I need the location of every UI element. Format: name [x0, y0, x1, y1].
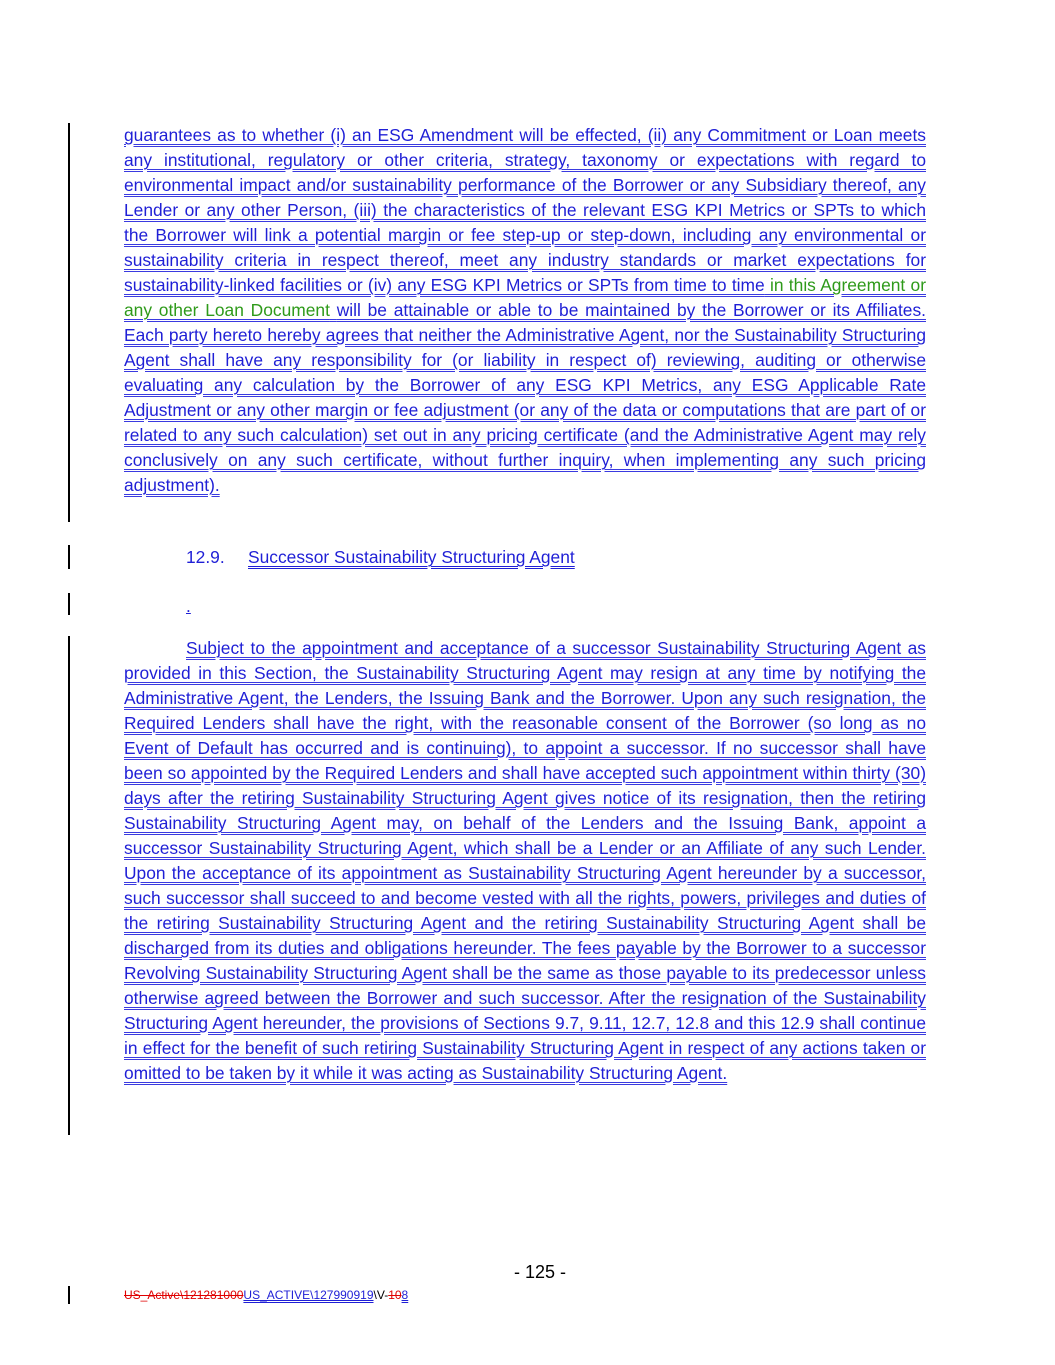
change-bar-paragraph-2 — [68, 636, 70, 1135]
footer-deleted-id: US_Active\121281000 — [124, 1288, 244, 1302]
page-number: - 125 - — [513, 1262, 567, 1282]
change-bar-heading — [68, 545, 70, 569]
footer-inserted-id: US_ACTIVE\127990919 — [243, 1288, 374, 1302]
paragraph-2-block — [124, 636, 926, 1086]
change-bar-paragraph-1 — [68, 123, 70, 522]
footer-inserted-version: 8 — [401, 1288, 409, 1302]
document-footer-id — [124, 1287, 408, 1303]
footer-version-prefix: \V- — [373, 1288, 389, 1302]
paragraph-1-moved-text: in this Agreement or any other Loan Document — [124, 275, 926, 320]
paragraph-1 — [124, 123, 926, 498]
footer-deleted-version: 10 — [388, 1288, 402, 1302]
change-bar-footer — [68, 1286, 70, 1304]
section-title: Successor Sustainability Structuring Agent — [248, 547, 575, 567]
paragraph-1-text-b: will be attainable or able to be maintained by the Borrower or its Affiliates. Each party hereto hereby agrees that neither the Administrative Agent, nor the Sustainability Structuring Agent shall have any responsibility for (or liability in respect of) reviewing, auditing or otherwise evaluating any calculation by the Borrower of any ESG KPI Metrics, any ESG Applicable Rate Adjustment or any other margin or fee adjustment (or any of the data or computations that are part of or related to any such calculation) set out in any pricing certificate (and the Administrative Agent may rely conclusively on any such certificate, without further inquiry, when implementing any such pricing adjustment). — [124, 300, 926, 495]
change-bar-dot — [68, 593, 70, 615]
paragraph-1-block — [124, 123, 926, 498]
paragraph-2: Subject to the appointment and acceptance of a successor Sustainability Structuring Agent as provided in this Section, the Sustainability Structuring Agent may resign at any time by notifying the Administrative Agent, the Lenders, the Issuing Bank and the Borrower. Upon any such resignation, the Required Lenders shall have the right, with the reasonable consent of the Borrower (so long as no Event of Default has occurred and is continuing), to appoint a successor. If no successor shall have been so appointed by the Required Lenders and shall have accepted such appointment within thirty (30) days after the retiring Sustainability Structuring Agent gives notice of its resignation, then the retiring Sustainability Structuring Agent may, on behalf of the Lenders and the Issuing Bank, appoint a successor Sustainability Structuring Agent, which shall be a Lender or an Affiliate of any such Lender. Upon the acceptance of its appointment as Sustainability Structuring Agent hereunder by a successor, such successor shall succeed to and become vested with all the rights, powers, privileges and duties of the retiring Sustainability Structuring Agent and the retiring Sustainability Structuring Agent shall be discharged from its duties and obligations hereunder. The fees payable by the Borrower to a successor Revolving Sustainability Structuring Agent shall be the same as those payable to its predecessor unless otherwise agreed between the Borrower and such successor. After the resignation of the Sustainability Structuring Agent hereunder, the provisions of Sections 9.7, 9.11, 12.7, 12.8 and this 12.9 shall continue in effect for the benefit of such retiring Sustainability Structuring Agent in respect of any actions taken or omitted to be taken by it while it was acting as Sustainability Structuring Agent. — [124, 638, 926, 1083]
section-heading-dot: . — [186, 596, 191, 616]
section-heading — [186, 545, 575, 570]
paragraph-1-text-a: guarantees as to whether (i) an ESG Amendment will be effected, (ii) any Commitment or Loan meets any institutional, regulatory or other criteria, strategy, taxonomy or expectations with regard to environmental impact and/or sustainability performance of the Borrower or any Subsidiary thereof, any Lender or any other Person, (iii) the characteristics of the relevant ESG KPI Metrics or SPTs to which the Borrower will link a potential margin or fee step-up or step-down, including any environmental or sustainability criteria in respect thereof, meet any industry standards or market expectations for sustainability-linked facilities or (iv) any ESG KPI Metrics or SPTs from time to time — [124, 125, 926, 295]
section-number: 12.9. — [186, 547, 225, 567]
